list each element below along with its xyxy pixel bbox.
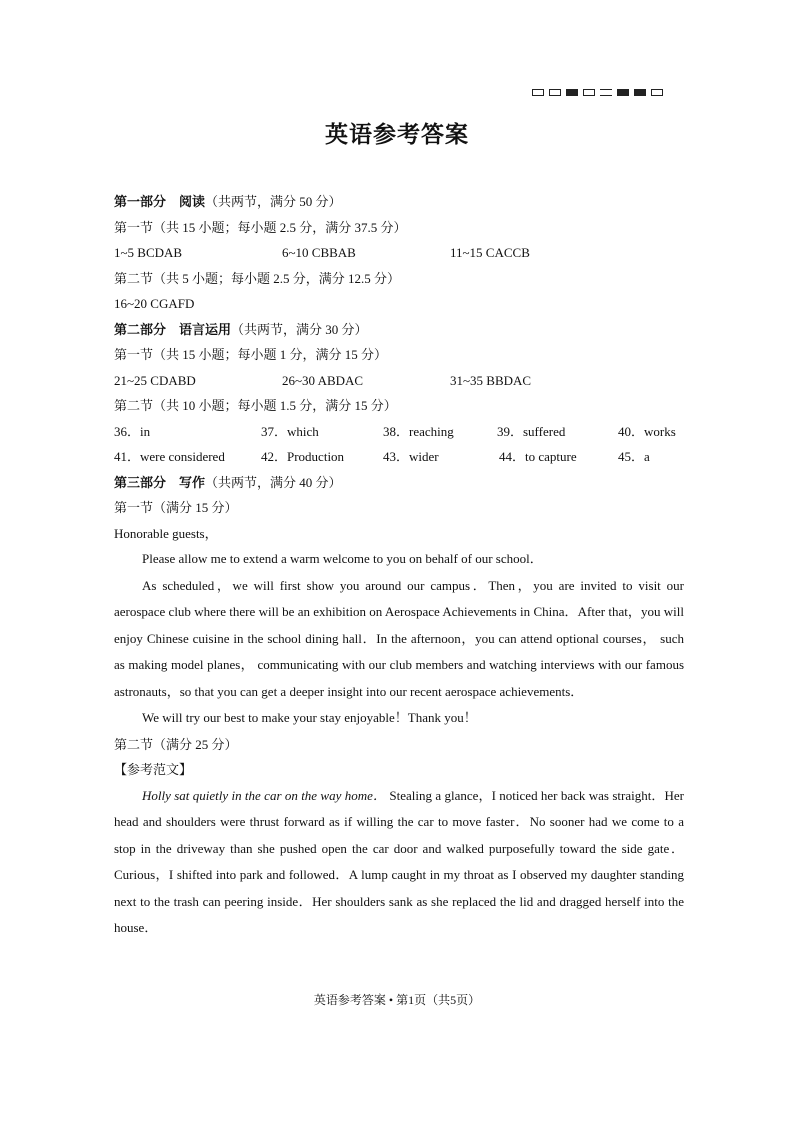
part1-heading: [114, 189, 684, 215]
part1-section1-answers: [114, 240, 684, 266]
barcode-cell: [600, 89, 612, 96]
sample-essay-label: 【参考范文】: [114, 762, 193, 777]
blank-answer: 40．works: [618, 423, 676, 439]
barcode-cell: [532, 89, 544, 96]
blank-answer: 44．to capture: [499, 449, 577, 464]
barcode-cell: [583, 89, 595, 96]
answer-group: 31~35 BBDAC: [450, 372, 532, 388]
part2-heading-label: 第二部分 语言运用: [114, 321, 232, 337]
part2-heading-note: （共两节，满分 30 分）: [231, 321, 368, 337]
blank-answer: 37．which: [261, 423, 319, 439]
letter-paragraph: As scheduled，we will first show you around our campus．Then，you are invited to visit our aerospace club where there will be an exhibition on Aerospace Achievements in China．After that，you will enjoy Chinese cuisine in the school dining hall．In the afternoon，you can attend optional courses， such as making model planes， communicating with our club members and watching interviews with our famous astronauts，so that you can get a deeper insight into our recent aerospace achievements．: [114, 577, 684, 699]
blank-answer: 45．a: [618, 449, 650, 464]
blank-answer: 43．wider: [383, 449, 439, 464]
part3-heading-note: （共两节，满分 40 分）: [205, 474, 342, 490]
blank-answer: 41．were considered: [114, 449, 225, 464]
part2-section2-row2: [114, 444, 684, 470]
part1-section2-heading: 第二节（共 5 小题；每小题 2.5 分，满分 12.5 分）: [114, 270, 401, 286]
answer-content: [114, 189, 684, 942]
blank-answer: 39．suffered: [497, 423, 566, 439]
blank-answer: 36．in: [114, 423, 151, 439]
barcode-cell: [617, 89, 629, 96]
part1-section2-answers: 16~20 CGAFD: [114, 296, 195, 311]
part1-heading-note: （共两节，满分 50 分）: [205, 194, 342, 209]
part1-section1-heading: 第一节（共 15 小题；每小题 2.5 分，满分 37.5 分）: [114, 219, 407, 235]
part2-section1-heading: 第一节（共 15 小题；每小题 1 分，满分 15 分）: [114, 347, 388, 362]
blank-answer: 38．reaching: [383, 423, 454, 439]
page-footer: 英语参考答案 • 第1页（共5页）: [313, 993, 481, 1007]
barcode-mark: [532, 89, 663, 96]
part1-heading-label: 第一部分 阅读: [114, 194, 206, 209]
essay-body: Stealing a glance，I noticed her back was straight．Her head and shoulders were thrust forward as if willing the car to move faster．No sooner had we come to a stop in the driveway than she pushed open the car door and walked purposefully toward the side gate．Curious，I shifted into park and followed．A lump caught in my throat as I observed my daughter standing next to the trash can peering inside．Her shoulders sank as she replaced the lid and dragged herself into the house．: [114, 787, 684, 935]
letter-paragraph: We will try our best to make your stay enjoyable！Thank you！: [142, 710, 477, 725]
answer-group: 11~15 CACCB: [450, 245, 530, 260]
part2-section2-row1: [114, 419, 684, 445]
part2-section1-answers: [114, 368, 684, 394]
barcode-cell: [651, 89, 663, 96]
answer-group: 1~5 BCDAB: [114, 245, 183, 260]
barcode-cell: [549, 89, 561, 96]
letter-paragraph: Please allow me to extend a warm welcome to you on behalf of our school．: [142, 551, 543, 566]
blank-answer: 42．Production: [261, 449, 345, 464]
answer-group: 26~30 ABDAC: [282, 372, 364, 388]
essay-lead-sentence: Holly sat quietly in the car on the way home．: [142, 787, 387, 803]
part2-section2-heading: 第二节（共 10 小题；每小题 1.5 分，满分 15 分）: [114, 398, 397, 413]
letter-greeting: Honorable guests，: [114, 525, 218, 541]
barcode-cell: [634, 89, 646, 96]
sample-essay-paragraph: [114, 783, 684, 942]
answer-group: 6~10 CBBAB: [282, 245, 356, 260]
part3-section1-heading: 第一节（满分 15 分）: [114, 500, 238, 515]
part3-heading-label: 第三部分 写作: [114, 474, 206, 490]
answer-group: 21~25 CDABD: [114, 372, 196, 388]
page-title: 英语参考答案: [325, 122, 469, 147]
barcode-cell: [566, 89, 578, 96]
part2-heading: [114, 317, 684, 343]
part3-heading: [114, 470, 684, 496]
part3-section2-heading: 第二节（满分 25 分）: [114, 736, 238, 752]
